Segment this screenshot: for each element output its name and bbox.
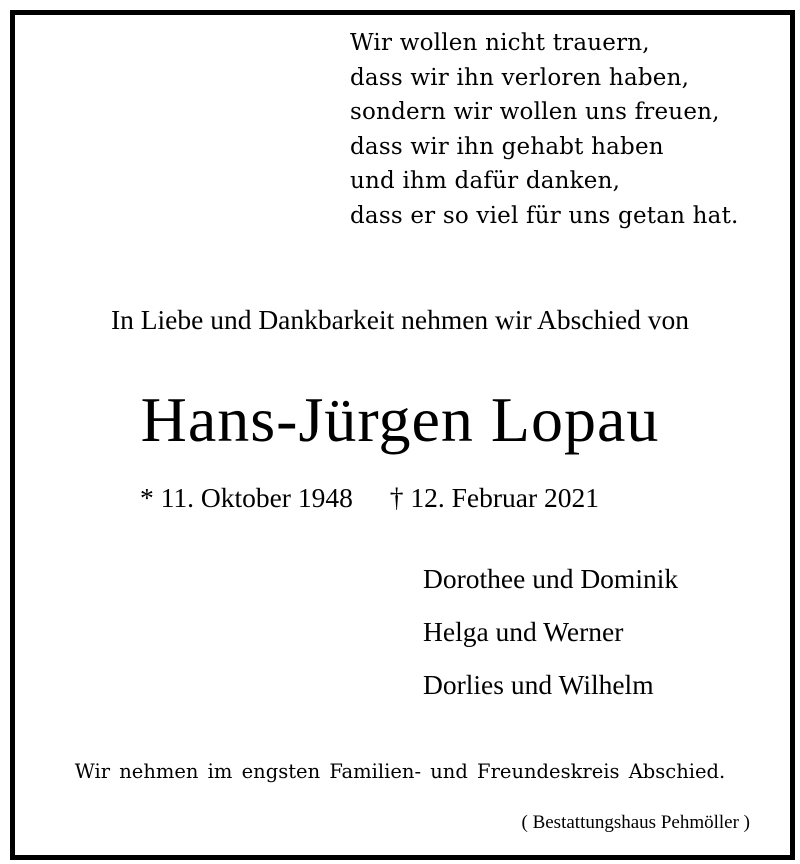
memorial-poem — [350, 26, 739, 234]
closing-note: Wir nehmen im engsten Familien- und Freundeskreis Abschied. — [74, 760, 726, 783]
poem-line: dass er so viel für uns getan hat. — [350, 202, 739, 229]
mourner-name: Dorlies und Wilhelm — [423, 669, 654, 700]
mourner-name: Dorothee und Dominik — [423, 563, 679, 594]
death-date: † 12. Februar 2021 — [389, 482, 599, 513]
deceased-name: Hans-Jürgen Lopau — [140, 384, 660, 455]
poem-line: sondern wir wollen uns freuen, — [350, 99, 720, 126]
life-dates — [140, 480, 599, 516]
mourners-list — [423, 552, 678, 711]
funeral-home: ( Bestattungshaus Pehmöller ) — [521, 812, 750, 833]
poem-line: und ihm dafür danken, — [350, 168, 621, 195]
mourner-name: Helga und Werner — [423, 616, 624, 647]
intro-text: In Liebe und Dankbarkeit nehmen wir Abschied von — [110, 304, 690, 335]
birth-date: * 11. Oktober 1948 — [140, 482, 353, 513]
poem-line: dass wir ihn verloren haben, — [350, 64, 690, 91]
poem-line: Wir wollen nicht trauern, — [350, 30, 650, 56]
poem-line: dass wir ihn gehabt haben — [350, 133, 664, 160]
